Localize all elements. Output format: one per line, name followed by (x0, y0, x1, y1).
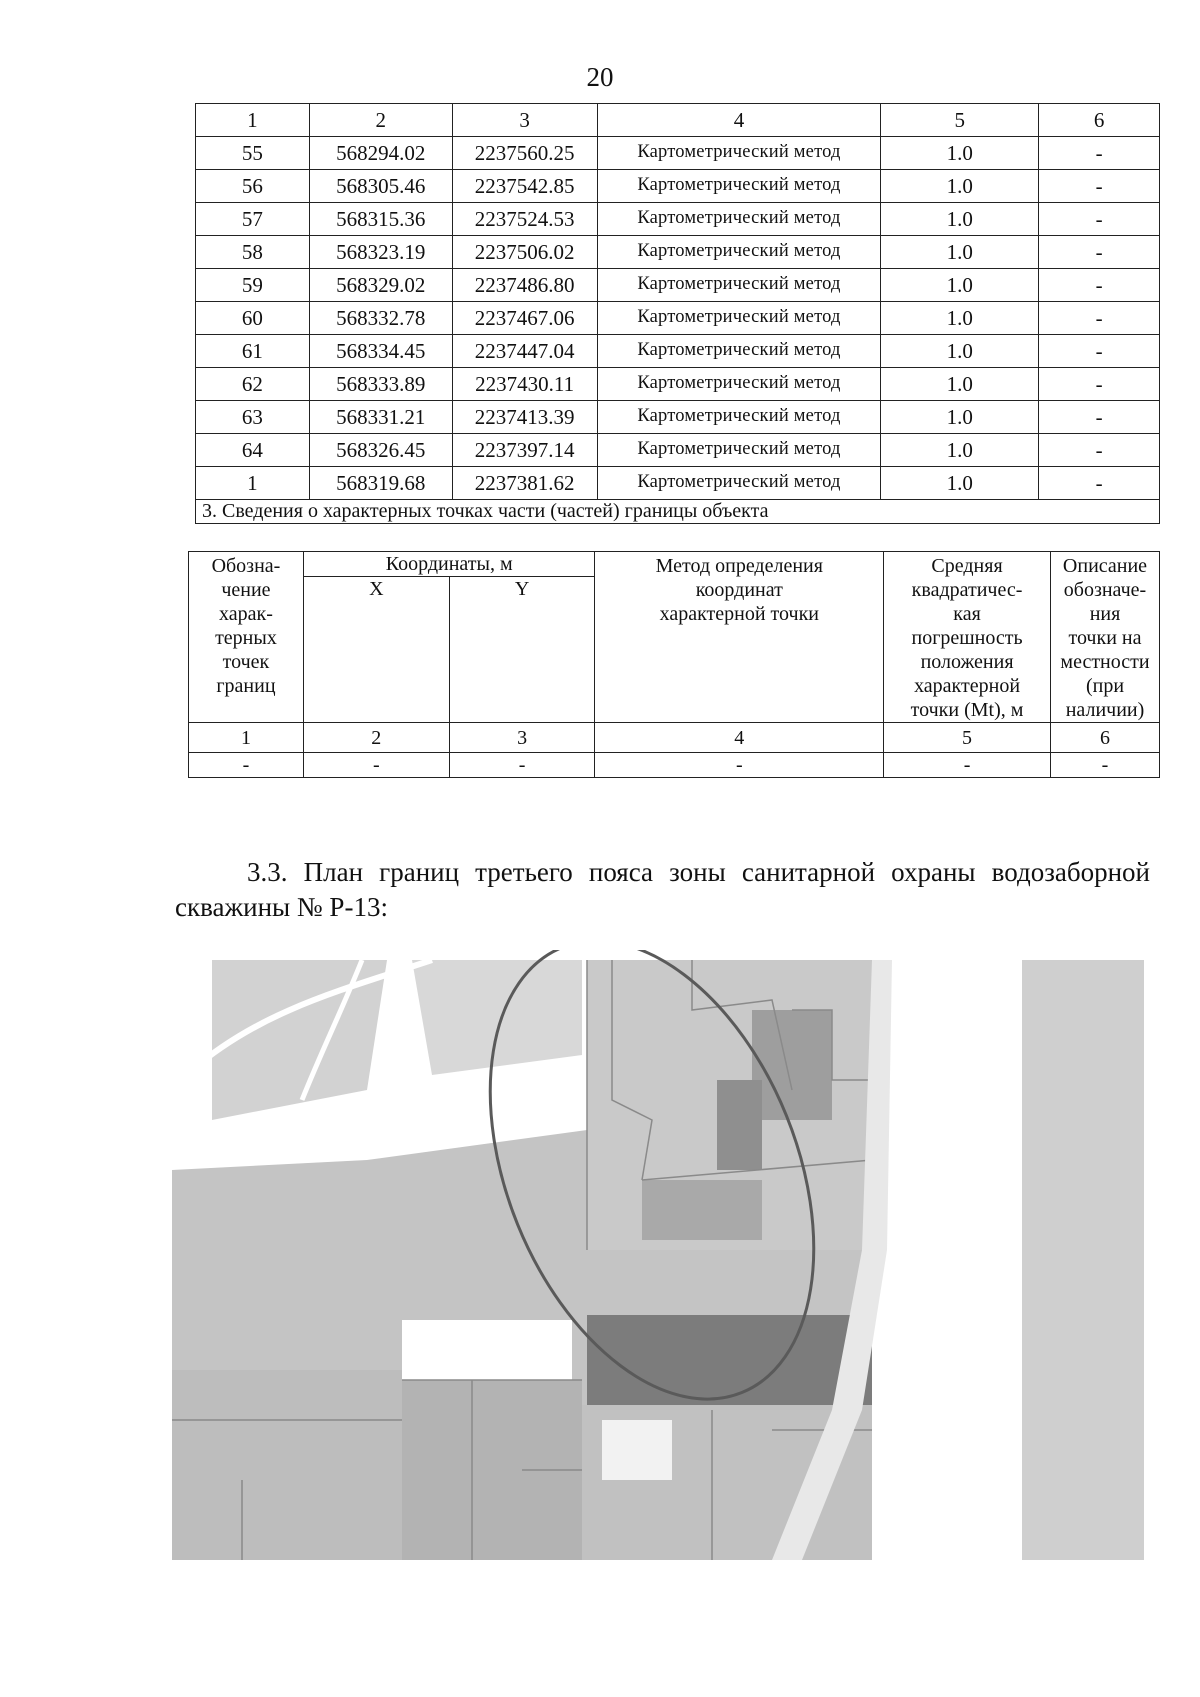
table-cell: 1.0 (881, 170, 1039, 203)
table-cell: Картометрический метод (597, 302, 881, 335)
table-row (196, 203, 1160, 236)
cell: - (595, 753, 884, 778)
page-number: 20 (586, 62, 614, 92)
table-cell: 59 (196, 269, 310, 302)
table-cell: 6 (1039, 104, 1160, 137)
table-cell: 2237430.11 (452, 368, 597, 401)
zone-boundary-plan-map (172, 950, 1144, 1560)
table-cell: 1.0 (881, 302, 1039, 335)
table-cell: 568326.45 (309, 434, 452, 467)
table-cell: 63 (196, 401, 310, 434)
table-cell: 2237397.14 (452, 434, 597, 467)
table-row (196, 236, 1160, 269)
header-description: Описание обозначе- ния точки на местности (при наличии) (1050, 552, 1159, 723)
header-error: Средняя квадратичес- кая погрешность положения характерной точки (Mt), м (884, 552, 1051, 723)
table-cell: Картометрический метод (597, 335, 881, 368)
table-row (196, 368, 1160, 401)
header-x: X (303, 577, 449, 723)
cell: 1 (189, 723, 304, 753)
table-cell: 58 (196, 236, 310, 269)
cell: - (449, 753, 595, 778)
table-cell: 1.0 (881, 467, 1039, 500)
table-cell: 1.0 (881, 434, 1039, 467)
section-title: 3. Сведения о характерных точках части (частей) границы объекта (196, 500, 1160, 524)
table-cell: Картометрический метод (597, 434, 881, 467)
table-cell: 568305.46 (309, 170, 452, 203)
column-numbers-row (189, 723, 1160, 753)
cell: - (1050, 753, 1159, 778)
table-cell: 2237447.04 (452, 335, 597, 368)
table-cell: Картометрический метод (597, 236, 881, 269)
table-row (196, 137, 1160, 170)
table-cell: 568315.36 (309, 203, 452, 236)
table-cell: - (1039, 236, 1160, 269)
cell: - (884, 753, 1051, 778)
table-cell: 568323.19 (309, 236, 452, 269)
table-cell: 1 (196, 467, 310, 500)
cell: 6 (1050, 723, 1159, 753)
table-cell: 2237560.25 (452, 137, 597, 170)
table-cell: 55 (196, 137, 310, 170)
table-cell: - (1039, 269, 1160, 302)
table-cell: 1.0 (881, 401, 1039, 434)
table-cell: - (1039, 401, 1160, 434)
table-row (196, 401, 1160, 434)
table-cell: - (1039, 368, 1160, 401)
table-row (196, 302, 1160, 335)
table-row (196, 434, 1160, 467)
part-points-table (188, 551, 1160, 778)
table-cell: - (1039, 170, 1160, 203)
table-cell: 62 (196, 368, 310, 401)
table-cell: 1.0 (881, 137, 1039, 170)
table-cell: 61 (196, 335, 310, 368)
table-cell: - (1039, 467, 1160, 500)
table-cell: Картометрический метод (597, 368, 881, 401)
table-row (196, 467, 1160, 500)
table-cell: 57 (196, 203, 310, 236)
table-cell: - (1039, 203, 1160, 236)
table-cell: 568333.89 (309, 368, 452, 401)
table-cell: 1.0 (881, 236, 1039, 269)
table-cell: - (1039, 302, 1160, 335)
table-cell: 60 (196, 302, 310, 335)
table-cell: 568329.02 (309, 269, 452, 302)
table-cell: 1.0 (881, 368, 1039, 401)
table-cell: 1.0 (881, 269, 1039, 302)
table-cell: 2 (309, 104, 452, 137)
header-designation: Обозна- чение харак- терных точек границ (189, 552, 304, 723)
table-cell: 1.0 (881, 335, 1039, 368)
table-cell: 2237467.06 (452, 302, 597, 335)
table-row (196, 170, 1160, 203)
coordinates-table (195, 103, 1160, 524)
table-cell: 1 (196, 104, 310, 137)
empty-row (189, 753, 1160, 778)
table-cell: - (1039, 335, 1160, 368)
cell: 2 (303, 723, 449, 753)
table-cell: Картометрический метод (597, 467, 881, 500)
table-cell: 568319.68 (309, 467, 452, 500)
table-cell: 4 (597, 104, 881, 137)
table-row (196, 269, 1160, 302)
cell: - (303, 753, 449, 778)
table-cell: Картометрический метод (597, 401, 881, 434)
table-cell: 2237413.39 (452, 401, 597, 434)
table-cell: 568332.78 (309, 302, 452, 335)
table-cell: 568294.02 (309, 137, 452, 170)
table-cell: 3 (452, 104, 597, 137)
table-cell: Картометрический метод (597, 137, 881, 170)
table-cell: 2237542.85 (452, 170, 597, 203)
cell: 3 (449, 723, 595, 753)
header-row (196, 104, 1160, 137)
table-cell: Картометрический метод (597, 170, 881, 203)
table-cell: - (1039, 434, 1160, 467)
table-cell: 568331.21 (309, 401, 452, 434)
header-method: Метод определения координат характерной точки (595, 552, 884, 723)
table-cell: 2237381.62 (452, 467, 597, 500)
cell: 5 (884, 723, 1051, 753)
plan-caption: 3.3. План границ третьего пояса зоны санитарной охраны водозаборной скважины № Р-13: (175, 857, 1150, 922)
section-row (196, 500, 1160, 524)
table-row (196, 335, 1160, 368)
table-cell: 5 (881, 104, 1039, 137)
table-cell: 56 (196, 170, 310, 203)
table-cell: 2237524.53 (452, 203, 597, 236)
cell: - (189, 753, 304, 778)
table-cell: 568334.45 (309, 335, 452, 368)
table-cell: Картометрический метод (597, 203, 881, 236)
table-cell: Картометрический метод (597, 269, 881, 302)
header-coordinates: Координаты, м (303, 552, 595, 577)
cell: 4 (595, 723, 884, 753)
table-cell: - (1039, 137, 1160, 170)
table-cell: 64 (196, 434, 310, 467)
table-cell: 2237486.80 (452, 269, 597, 302)
table-cell: 2237506.02 (452, 236, 597, 269)
header-y: Y (449, 577, 595, 723)
table-cell: 1.0 (881, 203, 1039, 236)
